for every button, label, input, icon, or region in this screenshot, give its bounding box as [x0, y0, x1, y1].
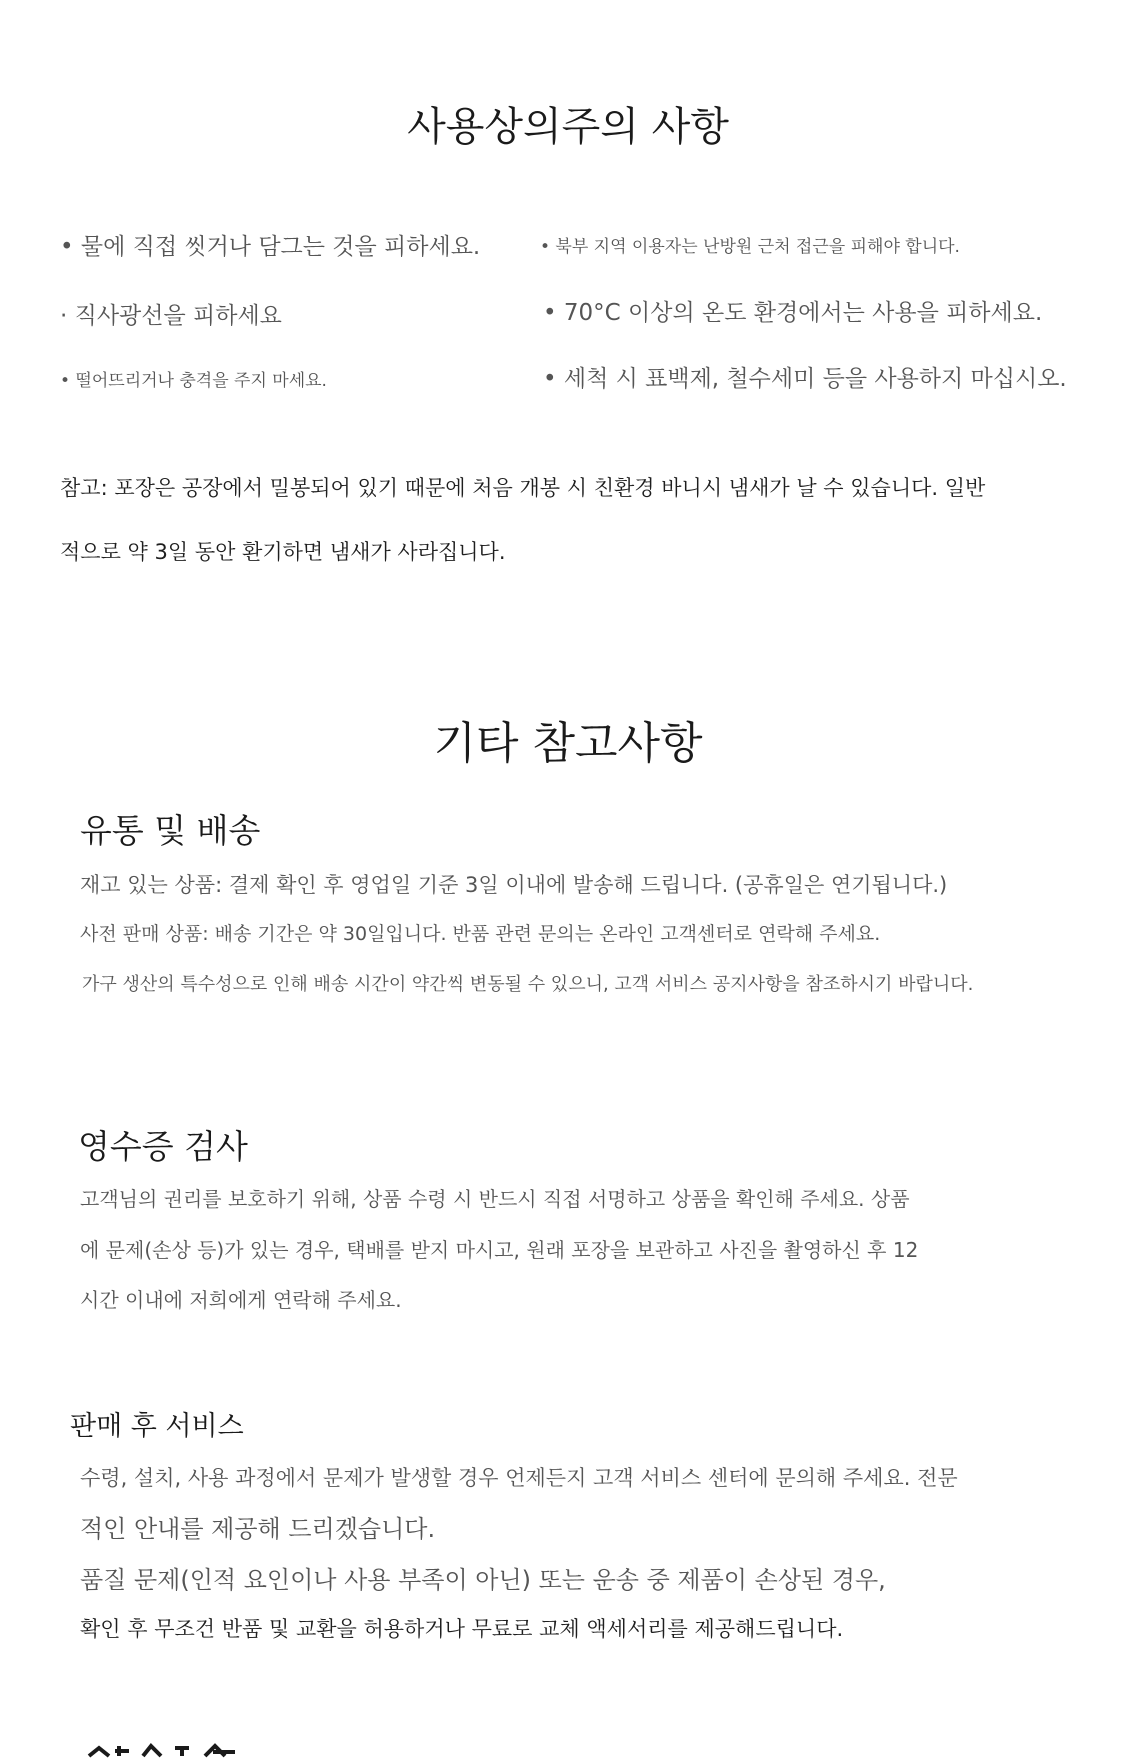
after-service-line: 수령, 설치, 사용 과정에서 문제가 발생할 경우 언제든지 고객 서비스 센터에 문의해 주세요. 전문: [80, 1466, 958, 1490]
section-title-other-notes: 기타 참고사항: [433, 718, 703, 769]
section-title-precautions: 사용상의주의 사항: [407, 104, 729, 150]
after-service-line: 적인 안내를 제공해 드리겠습니다.: [80, 1515, 436, 1543]
precaution-item: • 세척 시 표백제, 철수세미 등을 사용하지 마십시오.: [543, 366, 1067, 392]
shipping-heading: 유통 및 배송: [80, 811, 261, 850]
receipt-line: 시간 이내에 저희에게 연락해 주세요.: [80, 1288, 402, 1312]
precaution-item: · 직사광선을 피하세요: [60, 303, 282, 329]
receipt-line: 에 문제(손상 등)가 있는 경우, 택배를 받지 마시고, 원래 포장을 보관하고 사진을 촬영하신 후 12: [80, 1238, 919, 1262]
precaution-item: • 물에 직접 씻거나 담그는 것을 피하세요.: [60, 234, 481, 260]
precaution-item: • 떨어뜨리거나 충격을 주지 마세요.: [60, 371, 327, 391]
precaution-item: • 북부 지역 이용자는 난방원 근처 접근을 피해야 합니다.: [540, 237, 960, 257]
shipping-line: 재고 있는 상품: 결제 확인 후 영업일 기준 3일 이내에 발송해 드립니다. (공휴일은 연기됩니다.): [80, 873, 948, 897]
next-section-heading-fragment: [85, 1742, 255, 1758]
receipt-line: 고객님의 권리를 보호하기 위해, 상품 수령 시 반드시 직접 서명하고 상품을 확인해 주세요. 상품: [80, 1187, 910, 1211]
after-service-line: 확인 후 무조건 반품 및 교환을 허용하거나 무료로 교체 액세서리를 제공해드립니다.: [80, 1617, 844, 1641]
after-service-heading: 판매 후 서비스: [70, 1411, 244, 1442]
packaging-note: 적으로 약 3일 동안 환기하면 냄새가 사라집니다.: [60, 540, 506, 564]
shipping-line: 사전 판매 상품: 배송 기간은 약 30일입니다. 반품 관련 문의는 온라인 고객센터로 연락해 주세요.: [80, 923, 881, 945]
packaging-note: 참고: 포장은 공장에서 밀봉되어 있기 때문에 처음 개봉 시 친환경 바니시 냄새가 날 수 있습니다. 일반: [60, 476, 986, 500]
shipping-line: 가구 생산의 특수성으로 인해 배송 시간이 약간씩 변동될 수 있으니, 고객 서비스 공지사항을 참조하시기 바랍니다.: [82, 974, 974, 995]
precaution-item: • 70°C 이상의 온도 환경에서는 사용을 피하세요.: [543, 300, 1043, 326]
receipt-heading: 영수증 검사: [78, 1127, 248, 1166]
after-service-line: 품질 문제(인적 요인이나 사용 부족이 아닌) 또는 운송 중 제품이 손상된 경우,: [80, 1566, 886, 1594]
